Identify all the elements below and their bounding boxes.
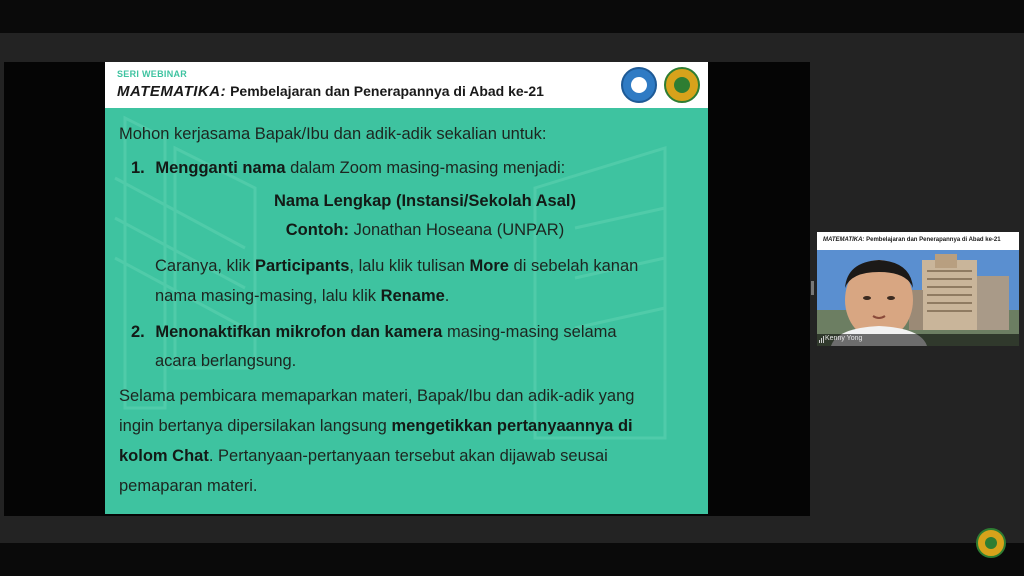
connection-signal-icon <box>819 336 824 343</box>
closing-text-2b: mengetikkan pertanyaannya di <box>391 417 633 435</box>
example-label: Contoh: <box>285 221 349 239</box>
top-bar <box>0 0 1024 33</box>
how-line-2 <box>155 282 449 311</box>
item-2-bold: Menonaktifkan mikrofon dan kamera <box>155 323 443 341</box>
shared-slide <box>105 62 708 514</box>
participant-video-tile[interactable] <box>817 232 1019 346</box>
closing-line-1: Selama pembicara memaparkan materi, Bapak/Ibu dan adik-adik yang <box>119 387 635 405</box>
name-format-text: Nama Lengkap (Instansi/Sekolah Asal) <box>274 192 576 210</box>
split-view-drag-handle[interactable] <box>811 281 814 295</box>
how-text-5: . <box>444 287 450 305</box>
example-value: Jonathan Hoseana (UNPAR) <box>349 221 565 239</box>
how-text-4: nama masing-masing, lalu klik <box>155 287 381 305</box>
closing-line-2 <box>119 412 633 441</box>
closing-line-3 <box>119 442 608 471</box>
video-header-sub: Pembelajaran dan Penerapannya di Abad ke-21 <box>866 237 1001 243</box>
series-label: SERI WEBINAR <box>117 69 188 79</box>
how-participants: Participants <box>254 257 350 275</box>
how-more: More <box>469 257 509 275</box>
intro-text: Mohon kerjasama Bapak/Ibu dan adik-adik sekalian untuk: <box>119 125 547 143</box>
name-format <box>105 187 708 216</box>
closing-text-3b: . Pertanyaan-pertanyaan tersebut akan dijawab seusai <box>208 447 608 465</box>
how-text-3: di sebelah kanan <box>508 257 639 275</box>
how-text-1: Caranya, klik <box>155 257 255 275</box>
title-sub: Pembelajaran dan Penerapannya di Abad ke-21 <box>230 83 544 99</box>
how-text-2: , lalu klik tulisan <box>349 257 470 275</box>
item-1-bold: Mengganti nama <box>155 159 286 177</box>
item-2-line-2: acara berlangsung. <box>155 352 297 370</box>
bottom-bar <box>0 543 1024 576</box>
institution-logo-1 <box>621 67 657 103</box>
item-1-number: 1. <box>131 159 145 177</box>
slide-header <box>105 62 708 108</box>
item-1-rest: dalam Zoom masing-masing menjadi: <box>285 159 566 177</box>
item-1 <box>131 154 565 183</box>
participant-name: Kenny Yong <box>825 335 863 342</box>
item-2-number: 2. <box>131 323 145 341</box>
closing-text-3a: kolom Chat <box>119 447 209 465</box>
title-main: MATEMATIKA: <box>117 83 227 100</box>
how-line-1 <box>155 252 638 281</box>
how-rename: Rename <box>380 287 445 305</box>
watermark-logo <box>976 528 1006 558</box>
video-feed <box>817 250 1019 346</box>
item-2-rest: masing-masing selama <box>442 323 617 341</box>
video-header-main: MATEMATIKA: <box>823 237 865 243</box>
closing-line-4: pemaparan materi. <box>119 477 258 495</box>
institution-logo-2 <box>664 67 700 103</box>
slide-title <box>117 83 544 100</box>
item-2 <box>131 318 617 347</box>
video-slide-header <box>817 232 1019 250</box>
closing-text-2a: ingin bertanya dipersilakan langsung <box>119 417 392 435</box>
name-example <box>105 216 708 245</box>
